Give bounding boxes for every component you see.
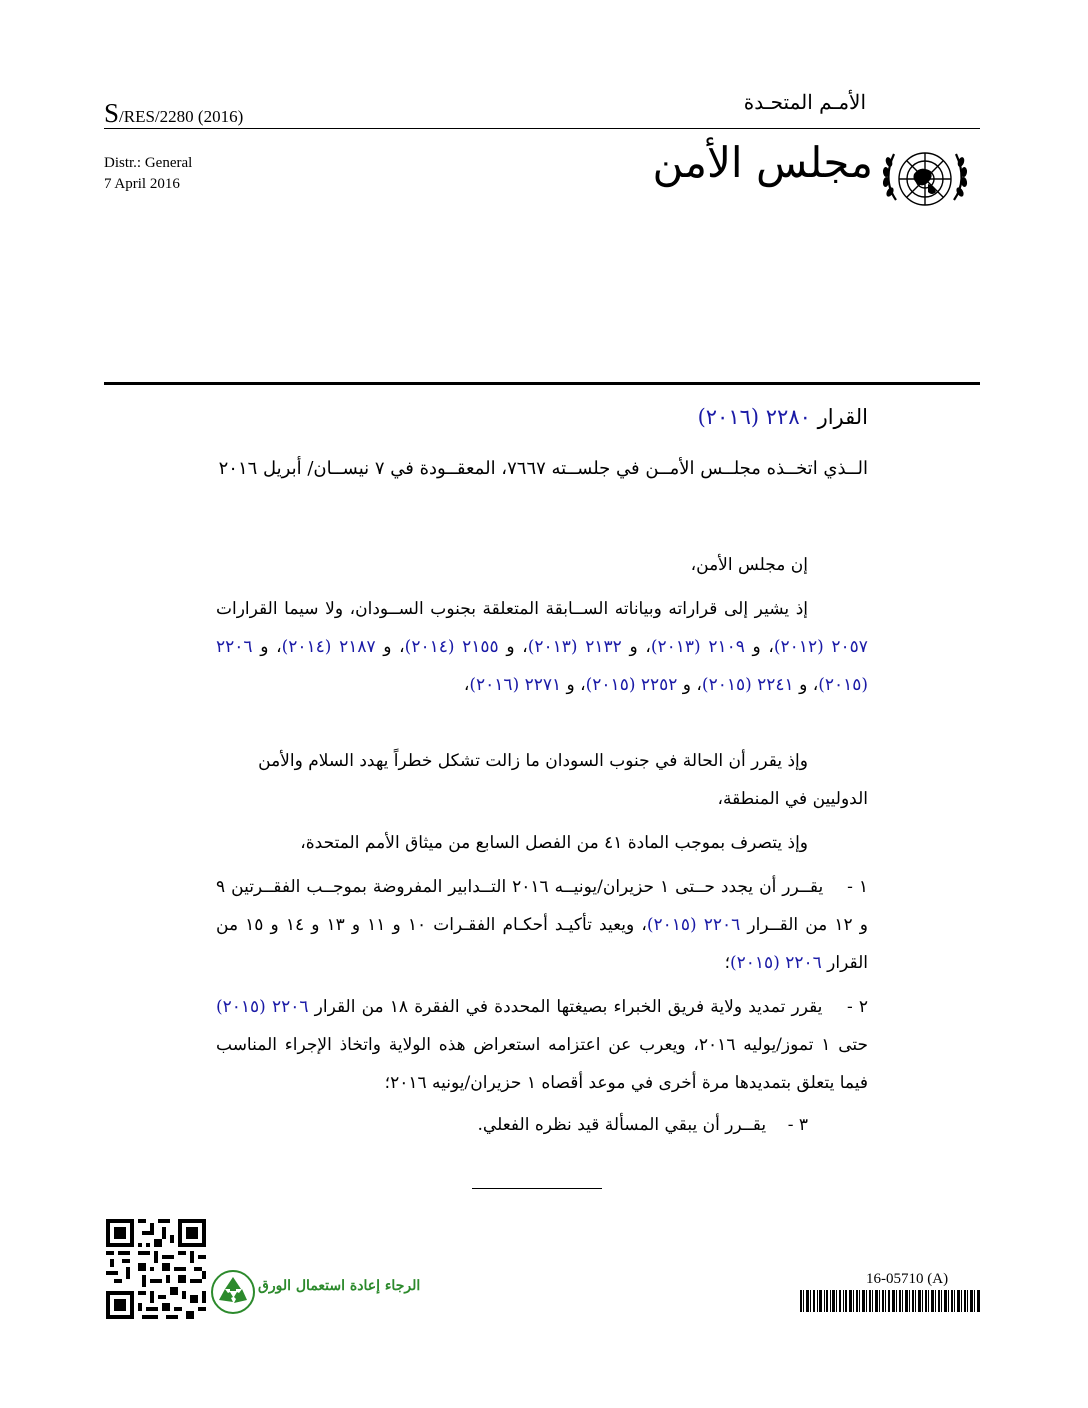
ref-2241[interactable]: ٢٢٤١ (٢٠١٥) (701, 675, 794, 695)
op3-text: يقــرر أن يبقي المسألة قيد نظره الفعلي. (477, 1115, 767, 1135)
resolution-title-prefix: القرار (817, 405, 868, 429)
symbol-rest: /RES/2280 (2016) (119, 107, 244, 126)
document-number: 16-05710 (A) (866, 1271, 949, 1287)
op1-ref-2206-a[interactable]: ٢٢٠٦ (٢٠١٥) (646, 915, 741, 935)
recycle-icon (211, 1270, 255, 1314)
title-rule (104, 382, 980, 385)
op1-ref-2206-b[interactable]: ٢٢٠٦ (٢٠١٥) (730, 953, 822, 973)
recall-intro: إذ يشير إلى قراراته وبياناته الســابقة المتعلقة بجنوب الســودان، ولا سيما القرارات (216, 599, 808, 619)
recall-paragraph: إذ يشير إلى قراراته وبياناته الســابقة المتعلقة بجنوب الســودان، ولا سيما القرارات ٢٠٥٧ (٢٠١٢)، و ٢١٠٩ (٢٠١٣)، و ٢١٣٢ (٢٠١٣)، و ٢١٥٥ (٢٠١٤)، و ٢١٨٧ (٢٠١٤)، و ٢٢٠٦ (٢٠١٥)، و ٢٢٤١ (٢٠١٥)، و ٢٢٥٢ (٢٠١٥)، و ٢٢٧١ (٢٠١٦)، (216, 599, 868, 695)
operative-paragraph-3 (216, 1106, 868, 1144)
ref-2155[interactable]: ٢١٥٥ (٢٠١٤) (404, 637, 499, 657)
ref-2252[interactable]: ٢٢٥٢ (٢٠١٥) (585, 675, 678, 695)
op3-number: ٣ - (787, 1115, 808, 1135)
op1-text-b: ، ويعيد تأكيـد أحكـام الفقـرات ١٠ و ١١ و ١٣ و ١٤ و ١٥ من القرار (216, 915, 868, 973)
document-date: 7 April 2016 (104, 176, 180, 192)
barcode-icon (800, 1290, 980, 1312)
ref-2109[interactable]: ٢١٠٩ (٢٠١٣) (650, 637, 745, 657)
op2-text-a: يقرر تمديد ولاية فريق الخبراء بصيغتها المحددة في الفقرة ١٨ من القرار (314, 997, 823, 1017)
determine-text: وإذ يقرر أن الحالة في جنوب السودان ما زالت تشكل خطراً يهدد السلام والأمن الدوليين في المنطقة، (258, 751, 868, 809)
operative-paragraph-1: ١ - يقــرر أن يجدد حــتى ١ حزيران/يونيــه ٢٠١٦ التــدابير المفروضة بموجــب الفقــرتين ٩ و ١٢ من القــرار ٢٢٠٦ (٢٠١٥)، ويعيد تأكيـد أحكـام الفقـرات ١٠ و ١١ و ١٣ و ١٤ و ١٥ من القرار ٢٢٠٦ (٢٠١٥)؛ (216, 877, 868, 973)
end-separator (472, 1188, 602, 1189)
op1-number: ١ - (847, 877, 868, 897)
ref-2132[interactable]: ٢١٣٢ (٢٠١٣) (527, 637, 622, 657)
header-rule (104, 128, 980, 129)
un-emblem-icon (874, 140, 976, 218)
ref-2187[interactable]: ٢١٨٧ (٢٠١٤) (281, 637, 376, 657)
ref-2271[interactable]: ٢٢٧١ (٢٠١٦) (469, 675, 562, 695)
qr-code-icon (106, 1219, 206, 1319)
distribution-block (104, 153, 192, 195)
op2-text-b: حتى ١ تموز/يوليه ٢٠١٦، ويعرب عن اعتزامه استعراض هذه الولاية واتخاذ الإجراء المناسب فيما يتعلق بتمديدها مرة أخرى في موعد أقصاه ١ حزيران/يونيه ٢٠١٦؛ (216, 1035, 869, 1093)
op2-number: ٢ - (846, 997, 869, 1017)
ref-2206[interactable]: ٢٢٠٦ (٢٠١٥) (216, 637, 868, 695)
organization-name: الأمـم المتحـدة (743, 90, 866, 114)
operative-paragraph-2 (216, 988, 868, 1102)
recycle-notice: الرجاء إعادة استعمال الورق (258, 1278, 421, 1294)
document-symbol (104, 98, 243, 129)
resolution-number-link[interactable]: ٢٢٨٠ (٢٠١٦) (697, 405, 811, 429)
acting-paragraph: وإذ يتصرف بموجب المادة ٤١ من الفصل السابع من ميثاق الأمم المتحدة، (300, 833, 808, 853)
council-opening: إن مجلس الأمن، (690, 555, 808, 575)
organ-name: مجلس الأمن (652, 138, 873, 187)
op1-text-a: يقــرر أن يجدد حــتى ١ حزيران/يونيــه ٢٠١٦ التــدابير المفروضة بموجــب الفقــرتين ٩ و ١٢ من القــرار (216, 877, 868, 935)
op2-ref-2206[interactable]: ٢٢٠٦ (٢٠١٥) (216, 997, 309, 1017)
adoption-line: الــذي اتخــذه مجلــس الأمــن في جلســته ٧٦٦٧، المعقــودة في ٧ نيســان/ أبريل ٢٠١٦ (218, 458, 868, 479)
symbol-letter: S (104, 98, 120, 128)
ref-2057[interactable]: ٢٠٥٧ (٢٠١٢) (773, 637, 868, 657)
distribution: Distr.: General (104, 155, 193, 171)
determine-paragraph (216, 742, 868, 818)
resolution-title (698, 405, 868, 429)
